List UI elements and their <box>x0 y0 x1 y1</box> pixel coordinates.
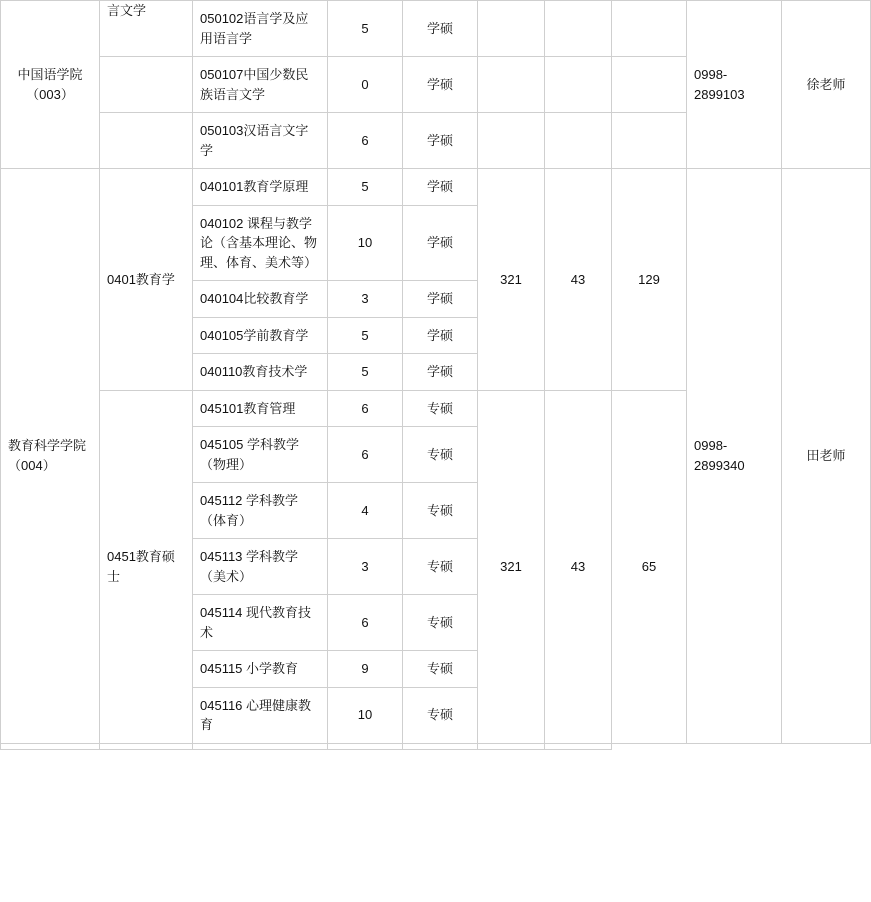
cell-total <box>612 57 687 113</box>
cell-degree: 学硕 <box>403 1 478 57</box>
cell-plan: 4 <box>328 483 403 539</box>
cell-score: 321 <box>478 169 545 391</box>
cell-major: 0401教育学 <box>100 169 193 391</box>
cell-single: 43 <box>545 390 612 743</box>
cell-direction: 045116 心理健康教育 <box>193 687 328 743</box>
cell-plan: 5 <box>328 354 403 391</box>
cell-plan: 10 <box>328 205 403 281</box>
cell-phone: 0998-2899340 <box>687 169 782 744</box>
cell-direction: 050107中国少数民族语言文学 <box>193 57 328 113</box>
cell-total-empty <box>545 743 612 749</box>
cell-degree: 专硕 <box>403 427 478 483</box>
cell-plan: 6 <box>328 113 403 169</box>
cell-major: 0451教育硕士 <box>100 390 193 743</box>
cell-score <box>478 1 545 57</box>
cell-contact: 田老师 <box>782 169 871 744</box>
cell-degree: 专硕 <box>403 539 478 595</box>
cell-direction: 045114 现代教育技术 <box>193 595 328 651</box>
cell-degree: 学硕 <box>403 317 478 354</box>
cell-plan: 5 <box>328 1 403 57</box>
cell-total: 65 <box>612 390 687 743</box>
cell-college: 中国语学院（003） <box>1 1 100 169</box>
cell-direction: 045105 学科教学（物理） <box>193 427 328 483</box>
cell-direction: 050103汉语言文字学 <box>193 113 328 169</box>
cell-direction: 045113 学科教学（美术） <box>193 539 328 595</box>
cell-single <box>545 1 612 57</box>
cell-plan: 3 <box>328 281 403 318</box>
cell-degree: 专硕 <box>403 651 478 688</box>
cell-degree: 学硕 <box>403 281 478 318</box>
cell-major-empty <box>100 113 193 169</box>
cell-major-empty <box>100 57 193 113</box>
cell-total <box>612 113 687 169</box>
cell-plan: 6 <box>328 390 403 427</box>
cell-direction: 040104比较教育学 <box>193 281 328 318</box>
cell-degree: 专硕 <box>403 390 478 427</box>
cell-degree: 学硕 <box>403 169 478 206</box>
cell-degree: 学硕 <box>403 205 478 281</box>
cell-degree: 学硕 <box>403 113 478 169</box>
cell-plan: 9 <box>328 651 403 688</box>
cell-direction-empty <box>100 743 193 749</box>
cell-plan: 3 <box>328 539 403 595</box>
cell-score <box>478 113 545 169</box>
cell-direction: 050102语言学及应用语言学 <box>193 1 328 57</box>
table-row-partial-bottom <box>1 743 871 749</box>
cell-score-empty <box>403 743 478 749</box>
cell-degree-empty <box>328 743 403 749</box>
cell-single-empty <box>478 743 545 749</box>
cell-single <box>545 57 612 113</box>
cell-degree: 专硕 <box>403 595 478 651</box>
cell-direction: 045115 小学教育 <box>193 651 328 688</box>
cell-major-empty <box>1 743 100 749</box>
cell-plan: 0 <box>328 57 403 113</box>
cell-phone: 0998-2899103 <box>687 1 782 169</box>
cell-total <box>612 1 687 57</box>
cell-plan: 6 <box>328 595 403 651</box>
cell-plan: 6 <box>328 427 403 483</box>
cell-direction: 040105学前教育学 <box>193 317 328 354</box>
cell-degree: 学硕 <box>403 57 478 113</box>
cell-plan: 5 <box>328 169 403 206</box>
table-body <box>1 1 871 750</box>
cell-college: 教育科学学院（004） <box>1 169 100 744</box>
cell-direction: 040101教育学原理 <box>193 169 328 206</box>
cell-major-fragment: 言文学 <box>100 1 193 57</box>
table-row <box>1 1 871 57</box>
cell-single <box>545 113 612 169</box>
cell-direction: 040102 课程与教学论（含基本理论、物理、体育、美术等） <box>193 205 328 281</box>
cell-score: 321 <box>478 390 545 743</box>
cell-degree: 专硕 <box>403 483 478 539</box>
cell-direction: 045101教育管理 <box>193 390 328 427</box>
cell-contact: 徐老师 <box>782 1 871 169</box>
cell-plan: 10 <box>328 687 403 743</box>
cell-degree: 学硕 <box>403 354 478 391</box>
cell-direction: 045112 学科教学（体育） <box>193 483 328 539</box>
cell-single: 43 <box>545 169 612 391</box>
cell-score <box>478 57 545 113</box>
table-row <box>1 169 871 206</box>
cell-degree: 专硕 <box>403 687 478 743</box>
cell-total: 129 <box>612 169 687 391</box>
cell-plan-empty <box>193 743 328 749</box>
cell-plan: 5 <box>328 317 403 354</box>
cell-direction: 040110教育技术学 <box>193 354 328 391</box>
